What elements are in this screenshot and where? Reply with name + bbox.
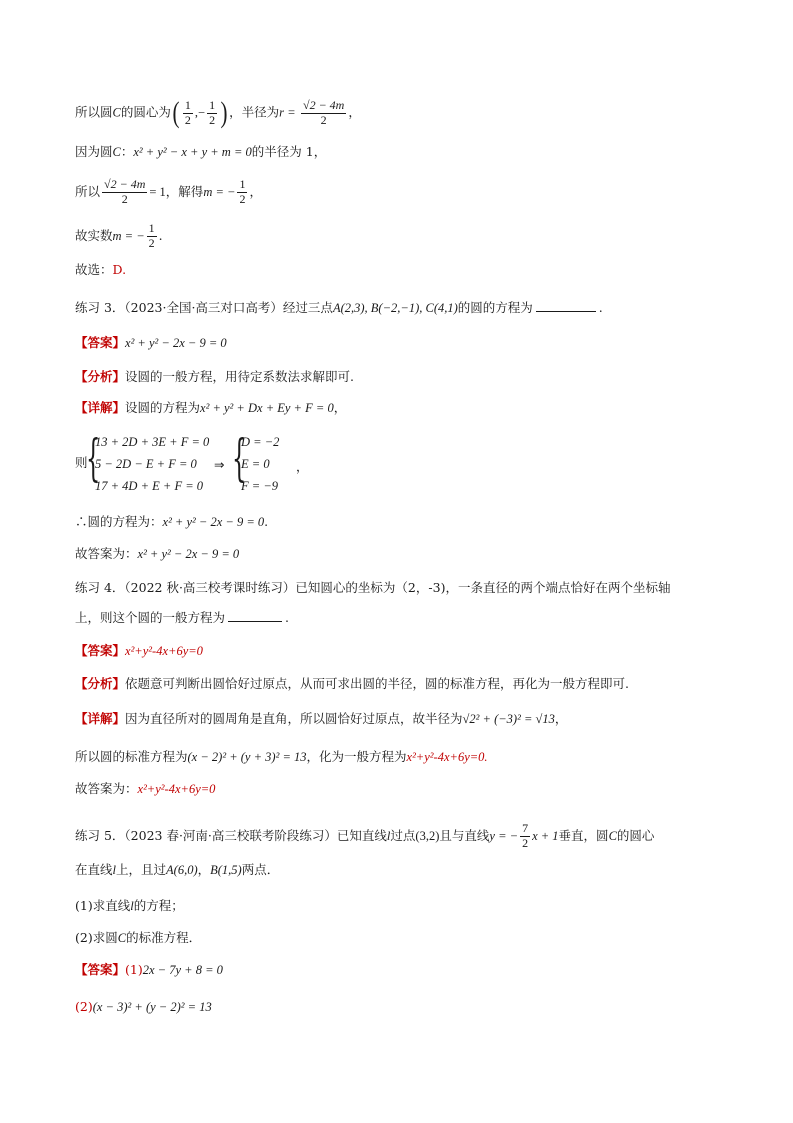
exercise-5-answer-1 — [75, 964, 223, 977]
text: 的圆的方程为 — [457, 300, 533, 315]
text: 故选： — [75, 262, 113, 277]
text: 则 — [75, 455, 88, 470]
text: 的圆心为 — [120, 104, 171, 120]
circle-equation-result — [75, 516, 268, 529]
text: 上，则这个圆的一般方程为 — [75, 610, 226, 625]
text: ， — [197, 862, 211, 877]
line-equation: 2x − 7y + 8 = 0 — [142, 963, 223, 977]
exercise-3-answer — [75, 337, 227, 350]
line-equation-end: x + 1 — [532, 828, 559, 843]
fraction-half: $\frac{1}{2}$ — [184, 97, 191, 127]
fraction-seven-halves: $\frac{7}{2}$ — [522, 821, 529, 850]
sub-question-2 — [75, 932, 201, 945]
system-eq-1: 13 + 2D + 3E + F = 0 — [95, 435, 210, 449]
fraction-half: $\frac{1}{2}$ — [209, 97, 216, 127]
fraction-half: $\frac{1}{2}$ — [148, 221, 155, 250]
exercise-5-question — [75, 822, 654, 851]
var-r: r — [279, 105, 284, 120]
analysis-tag: 【分析】 — [75, 369, 126, 384]
text: . — [158, 227, 163, 243]
answer-equation: x² + y² − 2x − 9 = 0 — [125, 336, 227, 350]
text: ，化为一般方程为 — [306, 749, 407, 764]
point-b: B(1,5) — [210, 863, 242, 877]
text: 故实数 — [75, 227, 113, 243]
var-l: l — [386, 828, 391, 843]
left-paren: ( — [172, 96, 180, 129]
circle-equation: x² + y² − x + y + m = 0 — [133, 145, 252, 159]
comma: , — [194, 105, 198, 120]
exercise-4-question — [75, 582, 670, 595]
final-equation: x²+y²-4x+6y=0 — [137, 782, 216, 796]
right-brace: { — [232, 429, 247, 487]
final-answer-line — [75, 548, 239, 561]
text: 练习 3．（2023·全国·高三对口高考）经过三点 — [75, 300, 333, 315]
text: 故答案为： — [75, 781, 138, 796]
point: (3,2) — [415, 828, 440, 843]
answer-choice: D. — [112, 262, 127, 277]
choice-line — [75, 264, 126, 277]
text: 因为圆 — [75, 144, 113, 159]
m-value: m = − — [203, 184, 236, 199]
radius-fraction: $\frac{√2 - 4m}{2}$ — [104, 177, 146, 206]
var-c: C — [112, 105, 121, 120]
var-c: C — [608, 828, 617, 843]
exercise-5-question-cont — [75, 864, 279, 877]
answer-tag: 【答案】 — [75, 962, 126, 977]
text: . — [598, 300, 603, 315]
line-equation-start: y = − — [489, 828, 519, 843]
text: 在直线 — [75, 862, 113, 877]
text: ， — [554, 711, 568, 726]
result-equation: x² + y² − 2x − 9 = 0 — [162, 515, 265, 529]
exercise-3-detail — [75, 402, 346, 415]
circle-radius-line — [75, 146, 326, 159]
text: 的方程； — [133, 898, 184, 913]
solution-f: F = −9 — [241, 479, 279, 493]
text: ∴圆的方程为： — [75, 514, 163, 529]
text: ， — [333, 400, 347, 415]
text: 两点． — [241, 862, 280, 877]
right-paren: ) — [220, 96, 228, 129]
text: 练习 4．（2022 秋·高三校考课时练习）已知圆心的坐标为（2，-3)，一条直径的两个端点恰好在两个坐标轴 — [75, 580, 671, 595]
general-equation: x² + y² + Dx + Ey + F = 0 — [200, 401, 334, 415]
exercise-4-analysis — [75, 678, 629, 691]
analysis-text: 依题意可判断出圆恰好过原点，从而可求出圆的半径，圆的标准方程，再化为一般方程即可. — [125, 676, 629, 691]
answer-blank — [228, 620, 282, 622]
text: ： — [120, 144, 134, 159]
m-value: m = − — [112, 228, 145, 243]
final-equation: x² + y² − 2x − 9 = 0 — [137, 547, 240, 561]
var-l: l — [112, 863, 116, 877]
analysis-text: 设圆的一般方程，用待定系数法求解即可. — [125, 369, 354, 384]
left-brace: { — [86, 429, 101, 487]
fraction-half: $\frac{1}{2}$ — [239, 177, 246, 206]
text: (2)求圆 — [75, 930, 118, 945]
implies-arrow: ⇒ — [214, 458, 225, 472]
text: 所以 — [75, 183, 101, 199]
text: 故答案为： — [75, 546, 138, 561]
solution-d: D = −2 — [241, 435, 280, 449]
text: 所以圆 — [75, 104, 113, 120]
text: 过点 — [390, 827, 416, 843]
var-c: C — [112, 145, 121, 159]
answer-tag: 【答案】 — [75, 643, 126, 658]
exercise-5-answer-2 — [75, 1001, 212, 1014]
general-equation: x²+y²-4x+6y=0. — [406, 750, 488, 764]
detail-text: 设圆的方程为 — [125, 400, 201, 415]
text: 上，且过 — [116, 862, 167, 877]
text: 的半径为 1， — [251, 144, 327, 159]
final-answer-line — [75, 783, 215, 796]
answer-blank — [536, 310, 596, 312]
solve-m-line — [75, 178, 262, 207]
text: ，半径为 — [229, 104, 280, 120]
var-c: C — [117, 931, 127, 945]
text: . — [285, 610, 289, 625]
text: ， — [249, 183, 262, 199]
standard-equation-line — [75, 751, 488, 764]
text: 所以圆的标准方程为 — [75, 749, 188, 764]
text: 垂直，圆 — [558, 827, 609, 843]
equals: = — [287, 105, 295, 120]
analysis-tag: 【分析】 — [75, 676, 126, 691]
part-label: (1) — [125, 962, 143, 977]
real-m-line — [75, 222, 163, 251]
answer-equation: x²+y²-4x+6y=0 — [125, 644, 203, 658]
text: (1)求直线 — [75, 898, 131, 913]
exercise-3-question — [75, 302, 603, 315]
equation-system — [86, 431, 316, 495]
circle-center-line — [75, 98, 361, 128]
var-l: l — [130, 899, 134, 913]
sub-question-1 — [75, 900, 184, 913]
standard-equation: (x − 2)² + (y + 3)² = 13 — [187, 750, 307, 764]
system-eq-3: 17 + 4D + E + F = 0 — [95, 479, 204, 493]
text: = 1，解得 — [149, 184, 204, 199]
exercise-3-analysis — [75, 371, 354, 384]
text: 的标准方程． — [126, 930, 202, 945]
exercise-4-answer — [75, 645, 203, 658]
point-a: A(6,0) — [166, 863, 198, 877]
minus: − — [198, 105, 206, 120]
radius-expression: √2² + (−3)² = √13 — [462, 712, 555, 726]
exercise-4-question-cont — [75, 612, 289, 625]
answer-tag: 【答案】 — [75, 335, 126, 350]
part-label: (2) — [75, 999, 93, 1014]
solution-e: E = 0 — [241, 457, 270, 471]
radius-fraction: $\frac{√2 - 4m}{2}$ — [302, 97, 345, 127]
text: 且与直线 — [439, 827, 490, 843]
exercise-4-detail — [75, 713, 567, 726]
text: 的圆心 — [616, 827, 655, 843]
text: 练习 5．（2023 春·河南·高三校联考阶段练习）已知直线 — [75, 827, 387, 843]
detail-text: 因为直径所对的圆周角是直角，所以圆恰好过原点，故半径为 — [125, 711, 463, 726]
circle-standard-equation: (x − 3)² + (y − 2)² = 13 — [92, 1000, 212, 1014]
detail-tag: 【详解】 — [75, 711, 126, 726]
text: ， — [348, 104, 361, 120]
points: A(2,3), B(−2,−1), C(4,1) — [332, 301, 458, 315]
text: ， — [296, 460, 309, 474]
detail-tag: 【详解】 — [75, 400, 126, 415]
text: . — [264, 514, 269, 529]
system-eq-2: 5 − 2D − E + F = 0 — [95, 457, 197, 471]
